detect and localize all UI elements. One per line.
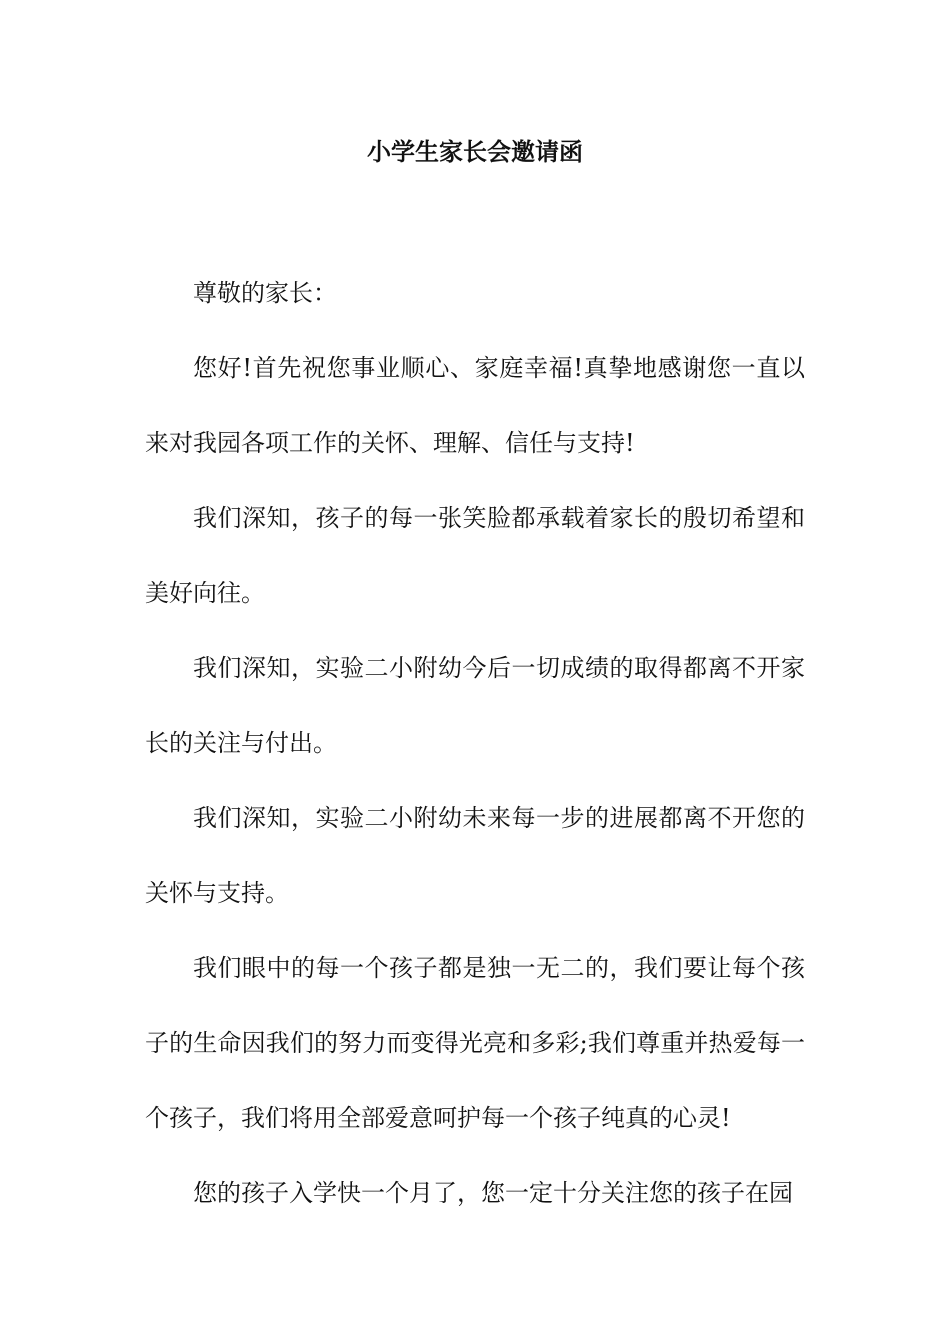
salutation-paragraph: 尊敬的家长：: [193, 279, 337, 307]
greeting-paragraph: 您好!首先祝您事业顺心、家庭幸福!真挚地感谢您一直以来对我园各项工作的关怀、理解、信任与支持!: [145, 354, 805, 457]
body-paragraph: 我们深知，实验二小附幼今后一切成绩的取得都离不开家长的关注与付出。: [145, 654, 805, 757]
document-body: [145, 256, 805, 1231]
body-paragraph: 我们深知，实验二小附幼未来每一步的进展都离不开您的关怀与支持。: [145, 804, 805, 907]
body-paragraph: 我们深知，孩子的每一张笑脸都承载着家长的殷切希望和美好向往。: [145, 504, 805, 607]
document-title: 小学生家长会邀请函: [367, 137, 583, 166]
body-paragraph: 我们眼中的每一个孩子都是独一无二的，我们要让每个孩子的生命因我们的努力而变得光亮和多彩;我们尊重并热爱每一个孩子，我们将用全部爱意呵护每一个孩子纯真的心灵!: [145, 954, 805, 1132]
body-paragraph: 您的孩子入学快一个月了，您一定十分关注您的孩子在园: [193, 1179, 793, 1207]
